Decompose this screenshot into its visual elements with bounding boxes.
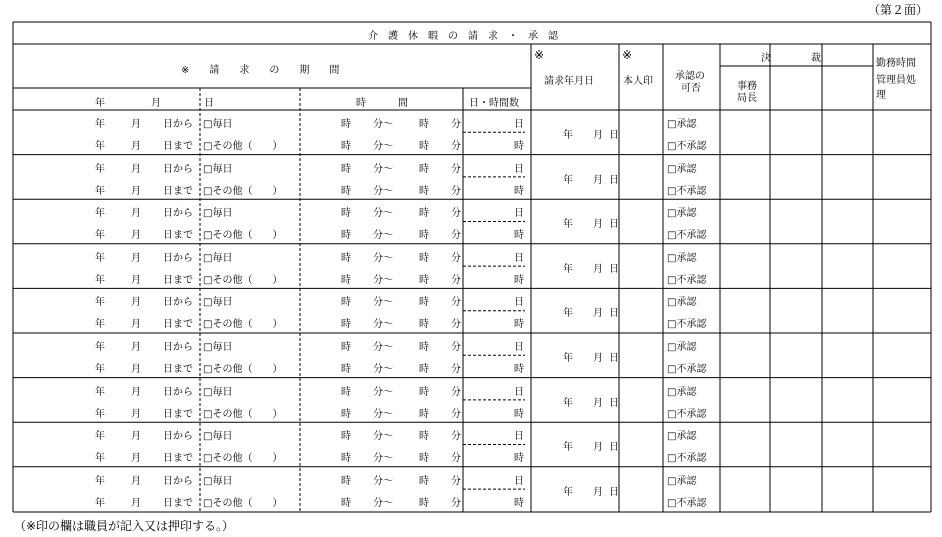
row-approve[interactable]: □承認 [667, 252, 697, 264]
row-year: 年 [95, 141, 105, 152]
row-days-unit: 日 [514, 386, 524, 398]
row-hour: 時 [419, 319, 429, 331]
row-approve[interactable]: □承認 [667, 163, 697, 175]
row-approve[interactable]: □承認 [667, 208, 697, 220]
row-from-suffix: 日から [163, 208, 193, 220]
row-req-day: 日 [609, 130, 619, 141]
row-minute-end: 分 [451, 342, 461, 353]
row-hours-unit: 時 [514, 230, 524, 242]
row-month: 月 [131, 230, 141, 242]
row-year: 年 [95, 185, 105, 197]
row-minute-end: 分 [451, 431, 461, 443]
row-minute-from: 分〜 [373, 497, 393, 509]
row-month: 月 [131, 342, 141, 353]
row-month: 月 [131, 453, 141, 465]
row-hour: 時 [341, 252, 351, 264]
row-from-suffix: 日から [163, 431, 193, 443]
row-req-day: 日 [609, 308, 619, 320]
row-days-unit: 日 [514, 342, 524, 353]
row-approve[interactable]: □承認 [667, 342, 697, 353]
row-every-day[interactable]: □毎日 [203, 386, 233, 398]
row-to-suffix: 日まで [163, 408, 193, 420]
row-hour: 時 [341, 274, 351, 286]
row-approve[interactable]: □承認 [667, 475, 697, 487]
row-hour: 時 [341, 475, 351, 487]
row-minute-end: 分 [451, 141, 461, 152]
row-hours-unit: 時 [514, 408, 524, 420]
row-hour: 時 [419, 475, 429, 487]
row-every-day[interactable]: □毎日 [203, 297, 233, 309]
row-req-month: 月 [593, 442, 603, 454]
row-minute-end: 分 [451, 364, 461, 375]
row-minute-from: 分〜 [373, 431, 393, 443]
row-minute-from: 分〜 [373, 163, 393, 175]
row-minute-from: 分〜 [373, 208, 393, 220]
header-office-chief-1: 事務 [737, 81, 757, 92]
row-approve[interactable]: □承認 [667, 119, 697, 130]
row-to-suffix: 日まで [163, 141, 193, 152]
row-minute-from: 分〜 [373, 141, 393, 152]
row-minute-from: 分〜 [373, 364, 393, 375]
row-hours-unit: 時 [514, 185, 524, 197]
row-other[interactable]: □その他（ ） [203, 364, 283, 375]
row-hour: 時 [341, 453, 351, 465]
row-disapprove[interactable]: □不承認 [667, 185, 707, 197]
header-request-date: 請求年月日 [544, 76, 594, 87]
row-req-year: 年 [563, 308, 573, 320]
row-hour: 時 [419, 497, 429, 509]
row-minute-from: 分〜 [373, 252, 393, 264]
row-hour: 時 [341, 342, 351, 353]
row-approve[interactable]: □承認 [667, 431, 697, 443]
row-every-day[interactable]: □毎日 [203, 119, 233, 130]
subheader-hour: 時 [356, 98, 366, 109]
row-req-month: 月 [593, 397, 603, 409]
row-hour: 時 [341, 185, 351, 197]
row-hour: 時 [341, 386, 351, 398]
row-month: 月 [131, 119, 141, 130]
row-minute-end: 分 [451, 497, 461, 509]
row-days-unit: 日 [514, 119, 524, 130]
row-hour: 時 [419, 297, 429, 309]
row-month: 月 [131, 497, 141, 509]
row-month: 月 [131, 163, 141, 175]
header-approval-1: 承認の [675, 71, 705, 82]
subheader-year: 年 [95, 98, 105, 109]
row-disapprove[interactable]: □不承認 [667, 274, 707, 286]
row-req-year: 年 [563, 397, 573, 409]
row-req-month: 月 [593, 174, 603, 186]
row-hours-unit: 時 [514, 274, 524, 286]
row-minute-from: 分〜 [373, 386, 393, 398]
row-other[interactable]: □その他（ ） [203, 408, 283, 420]
row-minute-end: 分 [451, 119, 461, 130]
subheader-day: 日 [204, 98, 214, 109]
header-manager-3: 理 [876, 90, 886, 101]
row-req-year: 年 [563, 442, 573, 454]
row-days-unit: 日 [514, 297, 524, 309]
row-hour: 時 [419, 386, 429, 398]
row-minute-from: 分〜 [373, 453, 393, 465]
row-req-month: 月 [593, 219, 603, 231]
row-hour: 時 [419, 274, 429, 286]
row-to-suffix: 日まで [163, 185, 193, 197]
row-to-suffix: 日まで [163, 230, 193, 242]
row-hour: 時 [419, 431, 429, 443]
row-other[interactable]: □その他（ ） [203, 230, 283, 242]
row-year: 年 [95, 497, 105, 509]
subheader-month: 月 [151, 98, 161, 109]
row-hour: 時 [341, 230, 351, 242]
row-hour: 時 [419, 364, 429, 375]
row-from-suffix: 日から [163, 475, 193, 487]
row-other[interactable]: □その他（ ） [203, 141, 283, 152]
row-year: 年 [95, 297, 105, 309]
row-minute-from: 分〜 [373, 119, 393, 130]
row-minute-end: 分 [451, 252, 461, 264]
row-minute-from: 分〜 [373, 185, 393, 197]
row-req-day: 日 [609, 174, 619, 186]
row-month: 月 [131, 364, 141, 375]
row-approve[interactable]: □承認 [667, 386, 697, 398]
row-disapprove[interactable]: □不承認 [667, 230, 707, 242]
row-disapprove[interactable]: □不承認 [667, 319, 707, 331]
row-hour: 時 [341, 141, 351, 152]
row-req-day: 日 [609, 353, 619, 364]
row-year: 年 [95, 475, 105, 487]
row-hour: 時 [341, 408, 351, 420]
row-minute-from: 分〜 [373, 342, 393, 353]
row-minute-end: 分 [451, 163, 461, 175]
header-manager-2: 管理員処 [876, 75, 916, 86]
row-hour: 時 [419, 230, 429, 242]
row-minute-end: 分 [451, 297, 461, 309]
row-req-day: 日 [609, 263, 619, 275]
row-other[interactable]: □その他（ ） [203, 274, 283, 286]
row-every-day[interactable]: □毎日 [203, 163, 233, 175]
row-hour: 時 [341, 163, 351, 175]
row-hour: 時 [341, 497, 351, 509]
row-minute-from: 分〜 [373, 408, 393, 420]
row-minute-end: 分 [451, 453, 461, 465]
row-days-unit: 日 [514, 431, 524, 443]
row-every-day[interactable]: □毎日 [203, 342, 233, 353]
row-from-suffix: 日から [163, 119, 193, 130]
row-req-year: 年 [563, 174, 573, 186]
header-period: ※ 請 求 の 期 間 [181, 65, 340, 76]
row-req-day: 日 [609, 219, 619, 231]
row-month: 月 [131, 475, 141, 487]
row-year: 年 [95, 319, 105, 331]
row-req-year: 年 [563, 130, 573, 141]
row-hour: 時 [419, 185, 429, 197]
row-year: 年 [95, 274, 105, 286]
row-hour: 時 [419, 141, 429, 152]
form-title: 介 護 休 暇 の 請 求 ・ 承 認 [368, 31, 558, 42]
row-hour: 時 [419, 408, 429, 420]
row-disapprove[interactable]: □不承認 [667, 453, 707, 465]
row-from-suffix: 日から [163, 386, 193, 398]
row-disapprove[interactable]: □不承認 [667, 141, 707, 152]
footnote: （※印の欄は職員が記入又は押印する。） [14, 519, 235, 533]
row-days-unit: 日 [514, 208, 524, 220]
row-hours-unit: 時 [514, 319, 524, 331]
row-hour: 時 [419, 119, 429, 130]
row-hours-unit: 時 [514, 497, 524, 509]
row-year: 年 [95, 163, 105, 175]
subheader-days-hours: 日・時間数 [469, 98, 519, 109]
row-hour: 時 [341, 297, 351, 309]
row-year: 年 [95, 230, 105, 242]
row-days-unit: 日 [514, 163, 524, 175]
row-from-suffix: 日から [163, 342, 193, 353]
row-req-day: 日 [609, 397, 619, 409]
row-every-day[interactable]: □毎日 [203, 208, 233, 220]
row-hour: 時 [419, 163, 429, 175]
row-minute-from: 分〜 [373, 230, 393, 242]
row-year: 年 [95, 119, 105, 130]
row-hour: 時 [419, 453, 429, 465]
row-to-suffix: 日まで [163, 453, 193, 465]
row-year: 年 [95, 208, 105, 220]
row-month: 月 [131, 252, 141, 264]
row-hour: 時 [419, 342, 429, 353]
header-request-mark: ※ [534, 48, 545, 62]
row-req-month: 月 [593, 486, 603, 498]
row-other[interactable]: □その他（ ） [203, 453, 283, 465]
row-req-month: 月 [593, 263, 603, 275]
row-month: 月 [131, 431, 141, 443]
row-month: 月 [131, 319, 141, 331]
header-office-chief-2: 局長 [737, 93, 757, 104]
row-hour: 時 [419, 252, 429, 264]
row-req-day: 日 [609, 486, 619, 498]
row-minute-end: 分 [451, 230, 461, 242]
row-hour: 時 [341, 319, 351, 331]
row-to-suffix: 日まで [163, 364, 193, 375]
subheader-minute: 間 [398, 98, 408, 109]
row-hours-unit: 時 [514, 141, 524, 152]
row-req-year: 年 [563, 353, 573, 364]
row-hour: 時 [341, 364, 351, 375]
row-year: 年 [95, 342, 105, 353]
row-req-year: 年 [563, 486, 573, 498]
page-number: （第２面） [867, 3, 928, 17]
row-hours-unit: 時 [514, 364, 524, 375]
row-minute-end: 分 [451, 274, 461, 286]
header-approval-2: 可否 [681, 83, 701, 94]
row-days-unit: 日 [514, 252, 524, 264]
row-other[interactable]: □その他（ ） [203, 319, 283, 331]
row-minute-from: 分〜 [373, 319, 393, 331]
row-month: 月 [131, 141, 141, 152]
row-req-month: 月 [593, 308, 603, 320]
row-hour: 時 [341, 431, 351, 443]
row-from-suffix: 日から [163, 163, 193, 175]
row-year: 年 [95, 364, 105, 375]
row-hours-unit: 時 [514, 453, 524, 465]
header-decision: 決 裁 [761, 53, 821, 64]
header-manager-1: 勤務時間 [876, 58, 916, 69]
row-from-suffix: 日から [163, 252, 193, 264]
row-disapprove[interactable]: □不承認 [667, 364, 707, 375]
row-minute-from: 分〜 [373, 297, 393, 309]
row-req-year: 年 [563, 219, 573, 231]
row-every-day[interactable]: □毎日 [203, 431, 233, 443]
row-approve[interactable]: □承認 [667, 297, 697, 309]
row-minute-end: 分 [451, 408, 461, 420]
row-every-day[interactable]: □毎日 [203, 252, 233, 264]
row-month: 月 [131, 274, 141, 286]
row-month: 月 [131, 208, 141, 220]
row-req-year: 年 [563, 263, 573, 275]
row-hour: 時 [341, 208, 351, 220]
row-minute-end: 分 [451, 386, 461, 398]
row-hour: 時 [341, 119, 351, 130]
row-to-suffix: 日まで [163, 274, 193, 286]
row-minute-from: 分〜 [373, 274, 393, 286]
row-minute-end: 分 [451, 185, 461, 197]
row-from-suffix: 日から [163, 297, 193, 309]
row-minute-end: 分 [451, 208, 461, 220]
row-year: 年 [95, 408, 105, 420]
row-req-month: 月 [593, 130, 603, 141]
row-req-month: 月 [593, 353, 603, 364]
row-days-unit: 日 [514, 475, 524, 487]
row-to-suffix: 日まで [163, 497, 193, 509]
row-req-day: 日 [609, 442, 619, 454]
row-year: 年 [95, 252, 105, 264]
row-other[interactable]: □その他（ ） [203, 497, 283, 509]
row-hour: 時 [419, 208, 429, 220]
row-minute-from: 分〜 [373, 475, 393, 487]
row-month: 月 [131, 386, 141, 398]
row-minute-end: 分 [451, 319, 461, 331]
header-seal-mark: ※ [622, 48, 633, 62]
row-year: 年 [95, 431, 105, 443]
row-year: 年 [95, 453, 105, 465]
row-month: 月 [131, 408, 141, 420]
row-to-suffix: 日まで [163, 319, 193, 331]
row-year: 年 [95, 386, 105, 398]
row-every-day[interactable]: □毎日 [203, 475, 233, 487]
row-month: 月 [131, 185, 141, 197]
row-disapprove[interactable]: □不承認 [667, 408, 707, 420]
row-minute-end: 分 [451, 475, 461, 487]
row-month: 月 [131, 297, 141, 309]
header-seal: 本人印 [623, 76, 653, 87]
row-disapprove[interactable]: □不承認 [667, 497, 707, 509]
row-other[interactable]: □その他（ ） [203, 185, 283, 197]
